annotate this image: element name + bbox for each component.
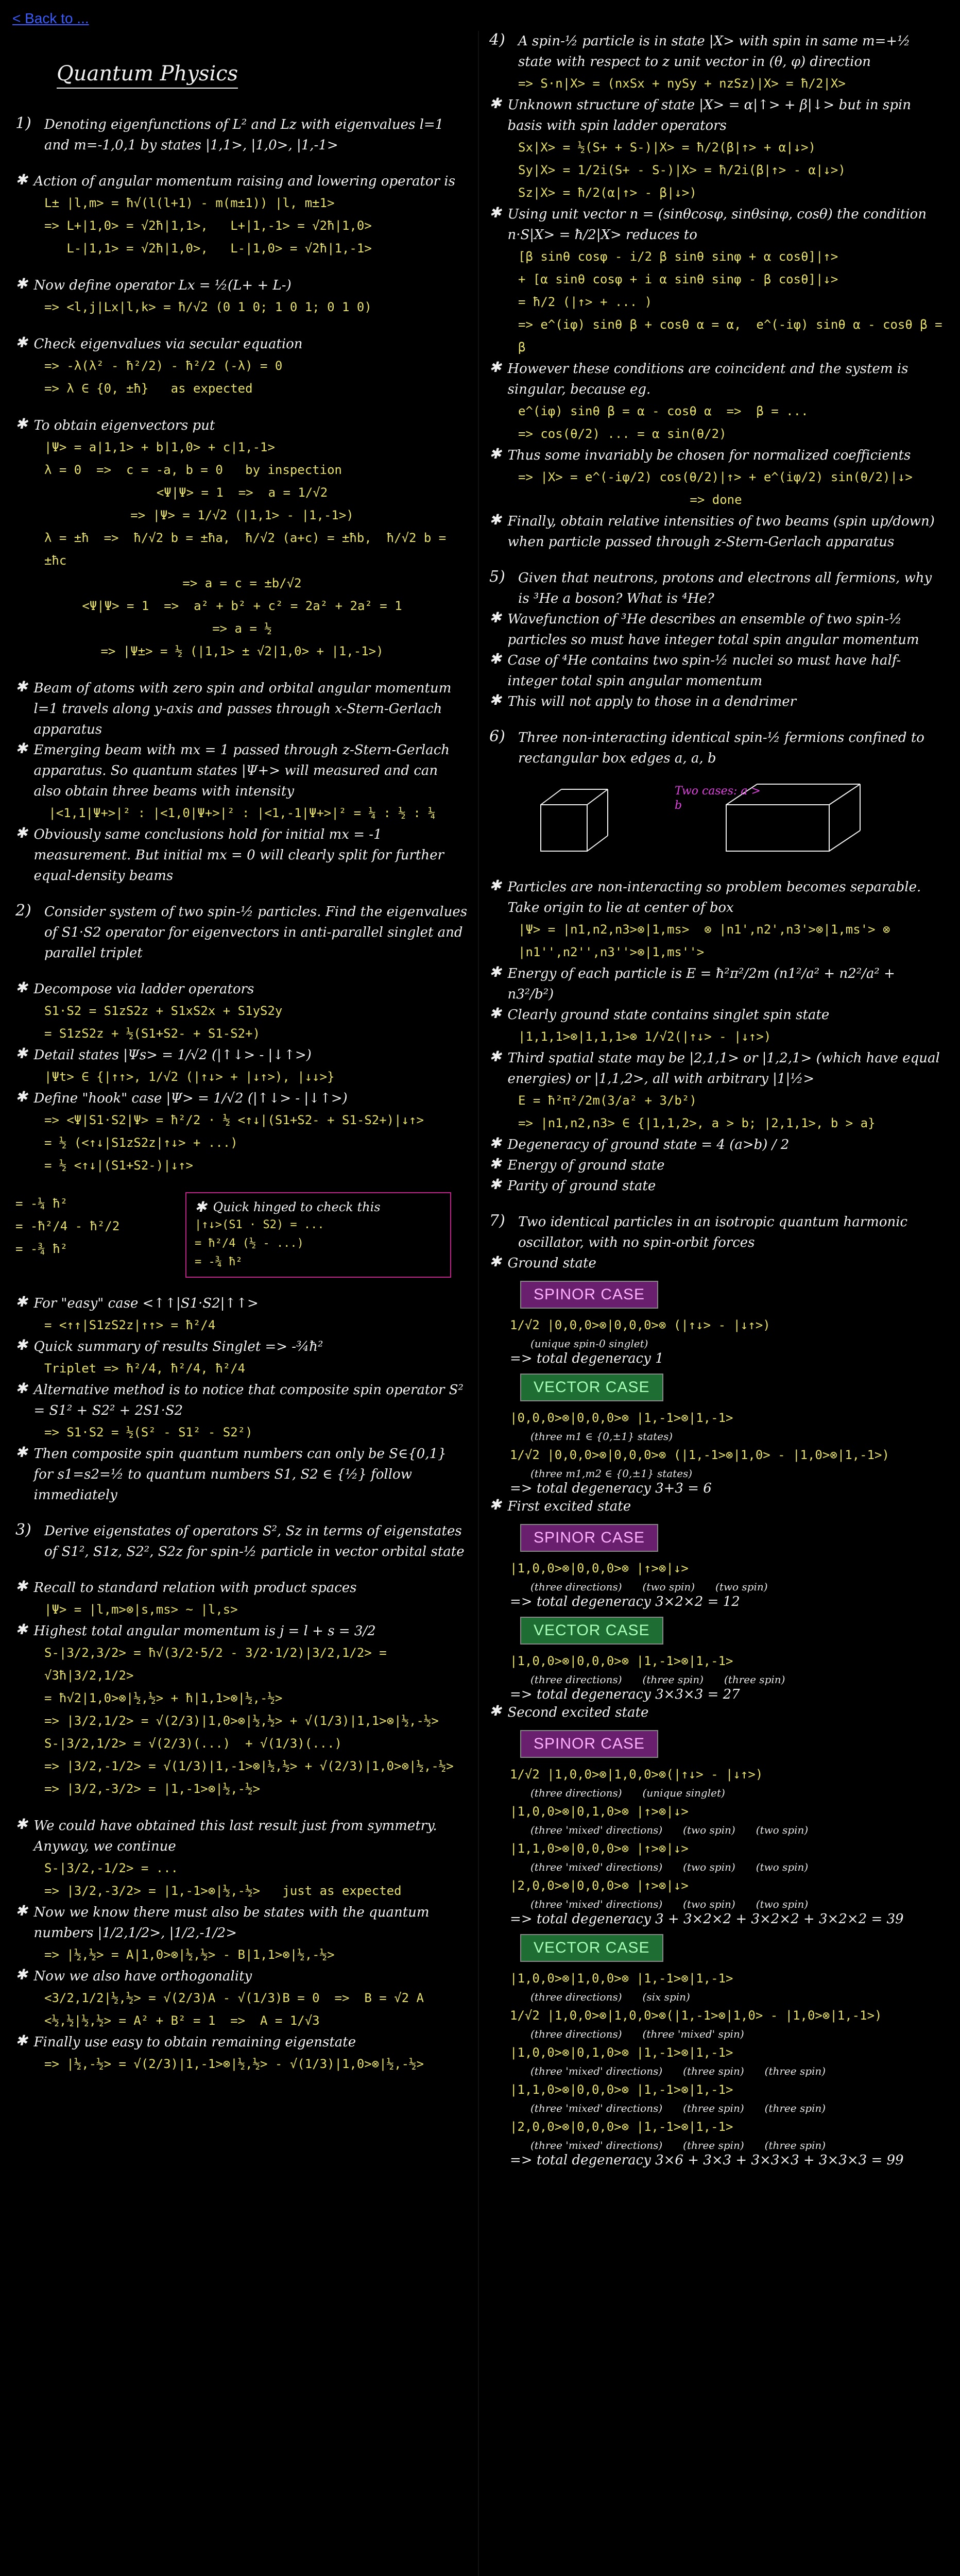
equation: => |½,½> = A|1,0>⊗|½,½> - B|1,1>⊗|½,-½> — [44, 1947, 335, 1962]
state-label: (two spin) — [683, 1861, 735, 1873]
state-labels — [530, 1580, 942, 1594]
equation: |1,0,0>⊗|0,0,0>⊗ |↑>⊗|↓> — [510, 1561, 689, 1575]
equation: 1/√2 |0,0,0>⊗|0,0,0>⊗ (|↑↓> - |↓↑>) — [510, 1318, 770, 1332]
bullet-star-icon: ✱ — [489, 1155, 502, 1172]
equation: Sy|X> = 1/2i(S+ - S-)|X> = ħ/2i(β|↑> - α|↓>) — [518, 163, 846, 177]
bullet-star-icon: ✱ — [15, 740, 28, 757]
state-label: (three spin) — [683, 2102, 744, 2114]
state-labels — [530, 1672, 942, 1687]
equation: => <Ψ|S1·S2|Ψ> = ħ²/2 · ½ <↑↓|(S1+S2- + S1-S2+)|↓↑> — [44, 1113, 424, 1127]
vector-case-badge: VECTOR CASE — [520, 1374, 663, 1401]
equation: => S1·S2 = ½(S² - S1² - S2²) — [44, 1425, 253, 1439]
paragraph: Decompose via ladder operators — [33, 981, 254, 997]
state-label: (two spin) — [756, 1898, 809, 1910]
equation: => done — [690, 493, 742, 507]
equation: |↑↓>(S1 · S2) = ... — [195, 1218, 324, 1231]
state-label: (two spin) — [642, 1581, 695, 1593]
question-number: 1) — [15, 114, 31, 132]
section-heading: First excited state — [507, 1499, 631, 1514]
bullet-star-icon: ✱ — [15, 1045, 28, 1062]
paragraph: Using unit vector n = (sinθcosφ, sinθsinφ, cosθ) the condition n·S|X> = ħ/2|X> reduces to — [507, 207, 927, 243]
question-text: Two identical particles in an isotropic quantum harmonic oscillator, with no spin-orbit forces — [518, 1214, 908, 1250]
equation: |1,0,0>⊗|0,0,0>⊗ |1,-1>⊗|1,-1> — [510, 1654, 733, 1668]
bullet-star-icon: ✱ — [15, 979, 28, 996]
question-number: 5) — [489, 568, 505, 586]
question-4 — [489, 31, 950, 552]
question-number: 2) — [15, 902, 31, 920]
bullet-star-icon: ✱ — [15, 415, 28, 432]
state-label: (unique spin-0 singlet) — [530, 1337, 648, 1350]
equation: [β sinθ cosφ - i/2 β sinθ sinφ + α cosθ]|↑> — [518, 249, 838, 264]
bullet-star-icon: ✱ — [15, 1088, 28, 1105]
paragraph: Unknown structure of state |X> = α|↑> + β|↓> but in spin basis with spin ladder operators — [507, 97, 911, 133]
paragraph: Finally use easy to obtain remaining eigenstate — [33, 2035, 356, 2050]
equation: |2,0,0>⊗|0,0,0>⊗ |1,-1>⊗|1,-1> — [510, 2120, 733, 2134]
bullet-star-icon: ✱ — [15, 1578, 28, 1595]
state-label: (three directions) — [530, 1581, 622, 1593]
equation: = <↑↑|S1zS2z|↑↑> = ħ²/4 — [44, 1318, 216, 1332]
degeneracy-line: => total degeneracy 3×2×2 = 12 — [510, 1594, 740, 1609]
equation: Sx|X> = ½(S+ + S-)|X> = ħ/2(β|↑> + α|↓>) — [518, 140, 816, 155]
equation: 1/√2 |0,0,0>⊗|0,0,0>⊗ (|1,-1>⊗|1,0> - |1,0>⊗|1,-1>) — [510, 1448, 889, 1462]
spinor-case-badge: SPINOR CASE — [520, 1281, 658, 1309]
state-label: (three 'mixed' directions) — [530, 1861, 663, 1873]
paragraph: Degeneracy of ground state = 4 (a>b) / 2 — [507, 1137, 790, 1153]
paragraph: Third spatial state may be |2,1,1> or |1,2,1> (which have equal energies) or |1,1,2>, all with arbitrary |1|½> — [507, 1050, 940, 1087]
state-label: (three spin) — [764, 2065, 826, 2077]
state-label: (three directions) — [530, 2028, 622, 2040]
bullet-star-icon: ✱ — [489, 511, 502, 528]
equation: |0,0,0>⊗|0,0,0>⊗ |1,-1>⊗|1,-1> — [510, 1411, 733, 1425]
equation: => S·n|X> = (nxSx + nySy + nzSz)|X> = ħ/2|X> — [518, 76, 846, 91]
beam-section — [15, 678, 469, 886]
question-6 — [489, 727, 942, 1196]
equation: S-|3/2,1/2> = √(2/3)(...) + √(1/3)(...) — [44, 1736, 342, 1751]
question-7 — [489, 1212, 942, 2168]
equation: => |½,-½> = √(2/3)|1,-1>⊗|½,½> - √(1/3)|1,0>⊗|½,-½> — [44, 2057, 424, 2071]
hook-result-row — [15, 1192, 469, 1278]
degeneracy-line: => total degeneracy 1 — [510, 1351, 664, 1366]
equation: + [α sinθ cosφ + i α sinθ sinφ - β cosθ]|↓> — [518, 272, 838, 286]
section-heading: Second excited state — [507, 1705, 649, 1720]
state-label: (two spin) — [756, 1861, 809, 1873]
vector-case-badge: VECTOR CASE — [520, 1617, 663, 1645]
equation: = -ħ²/4 - ħ²/2 — [15, 1219, 120, 1233]
equation: <Ψ|Ψ> = 1 => a² + b² + c² = 2a² + 2a² = 1 — [82, 599, 402, 613]
bullet-star-icon: ✱ — [15, 1293, 28, 1310]
easy-section — [15, 1293, 469, 1505]
equation: = -¼ ħ² — [15, 1196, 68, 1211]
state-label: (three 'mixed' directions) — [530, 2065, 663, 2077]
ladder-section — [15, 171, 469, 260]
bullet-star-icon: ✱ — [489, 1005, 502, 1022]
equation: => |n1,n2,n3> ∈ {|1,1,2>, a > b; |2,1,1>, b > a} — [518, 1116, 876, 1130]
right-column — [489, 31, 950, 2183]
state-label: (three 'mixed' directions) — [530, 1824, 663, 1836]
equation: => e^(iφ) sinθ β + cosθ α = α, e^(-iφ) sinθ α - cosθ β = β — [518, 317, 950, 354]
state-label: (three spin) — [683, 2139, 744, 2151]
bullet-star-icon: ✱ — [489, 650, 502, 667]
paragraph: Now we also have orthogonality — [33, 1969, 252, 1984]
state-label: (three spin) — [683, 2065, 744, 2077]
state-label: (two spin) — [683, 1898, 735, 1910]
question-text: A spin-½ particle is in state |X> with spin in same m=+½ state with respect to z unit vector in (θ, φ) direction — [518, 33, 911, 70]
question-number: 3) — [15, 1521, 31, 1539]
equation: |Ψ> = a|1,1> + b|1,0> + c|1,-1> — [44, 440, 275, 454]
state-line — [510, 1763, 942, 1911]
equation: => |Ψ±> = ½ (|1,1> ± √2|1,0> + |1,-1>) — [100, 644, 384, 658]
equation: => -λ(λ² - ħ²/2) - ħ²/2 (-λ) = 0 — [44, 359, 283, 373]
paragraph: Check eigenvalues via secular equation — [33, 336, 303, 352]
paragraph: Then composite spin quantum numbers can only be S∈{0,1} for s1=s2=½ to quantum numbers S1, S2 ∈ {½} follow immediately — [33, 1446, 447, 1503]
paragraph: Particles are non-interacting so problem becomes separable. Take origin to lie at center of box — [507, 879, 921, 916]
state-labels — [530, 1336, 942, 1351]
equation: => |3/2,-3/2> = |1,-1>⊗|½,-½> just as expected — [44, 1884, 402, 1898]
paragraph: Now define operator Lx = ½(L+ + L-) — [33, 278, 292, 293]
equation: |Ψ> = |n1,n2,n3>⊗|1,ms> ⊗ |n1',n2',n3'>⊗|1,ms'> ⊗ |n1'',n2'',n3''>⊗|1,ms''> — [518, 922, 898, 959]
equation: 1/√2 |1,0,0>⊗|1,0,0>⊗(|↑↓> - |↓↑>) — [510, 1767, 763, 1782]
state-label: (three spin) — [764, 2139, 826, 2151]
state-line — [510, 1967, 942, 2153]
paragraph: Finally, obtain relative intensities of two beams (spin up/down) when particle passed through z-Stern-Gerlach apparatus — [507, 514, 935, 550]
question-number: 4) — [489, 31, 505, 49]
bullet-star-icon: ✱ — [15, 1380, 28, 1397]
equation: Sz|X> = ħ/2(α|↑> - β|↓>) — [518, 185, 697, 200]
bullet-star-icon: ✱ — [15, 171, 28, 188]
eigvec-section — [15, 415, 469, 663]
equation: => cos(θ/2) ... = α sin(θ/2) — [518, 427, 727, 441]
paragraph: Wavefunction of ³He describes an ensemble of two spin-½ particles so must have integer total spin angular momentum — [507, 612, 919, 648]
equation: L± |l,m> = ħ√(l(l+1) - m(m±1)) |l, m±1> — [44, 196, 335, 210]
paragraph: Beam of atoms with zero spin and orbital angular momentum l=1 travels along y-axis and passes through x-Stern-Gerlach apparatus — [33, 681, 452, 737]
state-label: (two spin) — [756, 1824, 809, 1836]
paragraph: Alternative method is to notice that composite spin operator S² = S1² + S2² + 2S1·S2 — [33, 1382, 464, 1418]
secular-section — [15, 334, 469, 400]
recall-section — [15, 1578, 469, 1800]
paragraph: Recall to standard relation with product spaces — [33, 1580, 357, 1596]
equation: |1,1,0>⊗|0,0,0>⊗ |↑>⊗|↓> — [510, 1841, 689, 1856]
state-label: (three m1,m2 ∈ {0,±1} states) — [530, 1467, 693, 1480]
bullet-star-icon: ✱ — [489, 1176, 502, 1193]
degeneracy-line: => total degeneracy 3+3 = 6 — [510, 1481, 712, 1496]
bullet-star-icon: ✱ — [15, 1621, 28, 1638]
state-labels — [530, 2064, 942, 2078]
state-line — [510, 1557, 942, 1594]
equation: S-|3/2,3/2> = ħ√(3/2·5/2 - 3/2·1/2)|3/2,1/2> = √3ħ|3/2,1/2> — [44, 1646, 395, 1683]
bullet-star-icon: ✱ — [489, 1253, 502, 1270]
paragraph: To obtain eigenvectors put — [33, 418, 215, 433]
paragraph: Quick summary of results Singlet => -¾ħ² — [33, 1339, 323, 1354]
equation: <3/2,1/2|½,½> = √(2/3)A - √(1/3)B = 0 => B = √2 A — [44, 1991, 424, 2005]
equation: e^(iφ) sinθ β = α - cosθ α => β = ... — [518, 404, 809, 418]
state-label: (two spin) — [715, 1581, 768, 1593]
equation: => |3/2,1/2> = √(2/3)|1,0>⊗|½,½> + √(1/3)|1,1>⊗|½,-½> — [44, 1714, 439, 1728]
bullet-star-icon: ✱ — [15, 1902, 28, 1919]
callout-box — [185, 1192, 451, 1278]
bullet-star-icon: ✱ — [489, 877, 502, 894]
state-label: (two spin) — [683, 1824, 735, 1836]
equation: = -¾ ħ² — [195, 1256, 243, 1268]
matrix-equation: => <l,j|Lx|l,k> = ħ/√2 (0 1 0; 1 0 1; 0 1 0) — [44, 300, 372, 314]
question-text: Derive eigenstates of operators S², Sz in terms of eigenstates of S1², S1z, S2², S2z for spin-½ particle in vector orbital state — [44, 1523, 465, 1560]
paragraph: Parity of ground state — [507, 1178, 656, 1194]
state-labels — [530, 2138, 942, 2153]
define-section — [15, 275, 469, 318]
bullet-star-icon: ✱ — [15, 1444, 28, 1461]
equation: = S1zS2z + ½(S1+S2- + S1-S2+) — [44, 1026, 261, 1041]
state-label: (three spin) — [764, 2102, 826, 2114]
bullet-star-icon: ✱ — [15, 678, 28, 695]
state-labels — [530, 1786, 942, 1800]
bullet-star-icon: ✱ — [489, 445, 502, 462]
equation: S1·S2 = S1zS2z + S1xS2x + S1yS2y — [44, 1004, 283, 1018]
state-label: (three directions) — [530, 1991, 622, 2003]
bullet-star-icon: ✱ — [15, 275, 28, 292]
bullet-star-icon: ✱ — [489, 1134, 502, 1151]
equation: => |Ψ> = 1/√2 (|1,1> - |1,-1>) — [130, 508, 354, 522]
state-label: (three m1 ∈ {0,±1} states) — [530, 1430, 673, 1443]
equation: |1,0,0>⊗|1,0,0>⊗ |1,-1>⊗|1,-1> — [510, 1971, 733, 1986]
state-labels — [530, 1429, 942, 1444]
paragraph: However these conditions are coincident and the system is singular, because eg. — [507, 361, 908, 397]
spinor-case-badge: SPINOR CASE — [520, 1730, 658, 1758]
left-column — [15, 31, 469, 2091]
state-labels — [530, 1990, 942, 2004]
bullet-star-icon: ✱ — [15, 1966, 28, 1983]
paragraph: We could have obtained this last result just from symmetry. Anyway, we continue — [33, 1818, 437, 1854]
equation: |1,0,0>⊗|0,1,0>⊗ |↑>⊗|↓> — [510, 1804, 689, 1819]
state-label: (three 'mixed' directions) — [530, 2102, 663, 2114]
state-label: (three directions) — [530, 1673, 622, 1686]
paragraph: Obviously same conclusions hold for initial mx = -1 measurement. But initial mx = 0 will clearly split for further equal-density beams — [33, 827, 444, 884]
could-section — [15, 1816, 469, 2075]
question-text: Three non-interacting identical spin-½ fermions confined to rectangular box edges a, a, b — [518, 730, 924, 766]
state-label: (three spin) — [642, 1673, 704, 1686]
decompose-section — [15, 979, 469, 1177]
state-line — [510, 1314, 942, 1351]
bullet-star-icon: ✱ — [489, 1702, 502, 1719]
paragraph: Now we know there must also be states with the quantum numbers |1/2,1/2>, |1/2,-1/2> — [33, 1905, 430, 1941]
paragraph: Thus some invariably be chosen for normalized coefficients — [507, 448, 911, 463]
degeneracy-line: => total degeneracy 3×3×3 = 27 — [510, 1687, 740, 1702]
back-link[interactable]: < Back to ... — [12, 10, 89, 26]
equation: S-|3/2,-1/2> = ... — [44, 1861, 179, 1875]
equation: => a = c = ±b/√2 — [182, 576, 302, 590]
equation: |Ψt> ∈ {|↑↑>, 1/√2 (|↑↓> + |↓↑>), |↓↓>} — [44, 1070, 335, 1084]
page-title: Quantum Physics — [57, 62, 238, 89]
figure-note: Two cases: a > b — [675, 785, 761, 812]
equation: Triplet => ħ²/4, ħ²/4, ħ²/4 — [44, 1361, 246, 1376]
equation: |1,1,1>⊗|1,1,1>⊗ 1/√2(|↑↓> - |↓↑>) — [518, 1029, 772, 1044]
bullet-star-icon: ✱ — [489, 609, 502, 626]
state-labels — [530, 2101, 942, 2115]
callout-text: Quick hinged to check this — [213, 1200, 381, 1214]
question-text: Given that neutrons, protons and electrons all fermions, why is ³He a boson? What is ⁴He? — [518, 570, 932, 606]
equation: => L+|1,0> = √2ħ|1,1>, L+|1,-1> = √2ħ|1,0> — [44, 218, 372, 233]
state-labels — [530, 2027, 942, 2041]
bullet-star-icon: ✱ — [15, 1336, 28, 1353]
equation: 1/√2 |1,0,0>⊗|1,0,0>⊗(|1,-1>⊗|1,0> - |1,0>⊗|1,-1>) — [510, 2008, 882, 2023]
equation: = ħ/2 (|↑> + ... ) — [518, 295, 653, 309]
bullet-star-icon: ✱ — [15, 2032, 28, 2049]
state-labels — [530, 1823, 942, 1837]
equation: L-|1,1> = √2ħ|1,0>, L-|1,0> = √2ħ|1,-1> — [44, 241, 372, 256]
question-2 — [15, 902, 469, 963]
degeneracy-line: => total degeneracy 3×6 + 3×3 + 3×3×3 + 3×3×3 = 99 — [510, 2153, 904, 2168]
equation: <Ψ|Ψ> = 1 => a = 1/√2 — [156, 485, 328, 500]
equation: = ½ <↑↓|(S1+S2-)|↓↑> — [44, 1158, 193, 1173]
equation: E = ħ²π²/2m(3/a² + 3/b²) — [518, 1093, 697, 1108]
bullet-star-icon: ✱ — [489, 1048, 502, 1065]
question-1 — [15, 114, 469, 156]
equation: |1,0,0>⊗|0,1,0>⊗ |1,-1>⊗|1,-1> — [510, 2045, 733, 2060]
equation: => |3/2,-1/2> = √(1/3)|1,-1>⊗|½,½> + √(2/3)|1,0>⊗|½,-½> — [44, 1759, 454, 1773]
state-labels — [530, 1897, 942, 1911]
question-number: 6) — [489, 727, 505, 745]
paragraph: Case of ⁴He contains two spin-½ nuclei so must have half-integer total spin angular momentum — [507, 653, 901, 689]
paragraph: Highest total angular momentum is j = l + s = 3/2 — [33, 1623, 376, 1639]
bullet-star-icon: ✱ — [15, 1816, 28, 1833]
question-3 — [15, 1521, 469, 1562]
state-label: (three directions) — [530, 1787, 622, 1799]
paragraph: Energy of ground state — [507, 1158, 665, 1173]
equation: λ = ±ħ => ħ/√2 b = ±ħa, ħ/√2 (a+c) = ±ħb, ħ/√2 b = ±ħc — [44, 531, 454, 568]
paragraph: This will not apply to those in a dendrimer — [507, 694, 797, 709]
state-label: (three spin) — [724, 1673, 785, 1686]
bullet-star-icon: ✱ — [489, 359, 502, 376]
state-labels — [530, 1860, 942, 1874]
spinor-case-badge: SPINOR CASE — [520, 1524, 658, 1552]
bullet-star-icon: ✱ — [195, 1198, 207, 1215]
bullet-star-icon: ✱ — [489, 963, 502, 980]
section-heading: Ground state — [507, 1256, 596, 1271]
state-line — [510, 1406, 942, 1481]
state-label: (unique singlet) — [642, 1787, 725, 1799]
equation: λ = 0 => c = -a, b = 0 by inspection — [44, 463, 342, 477]
column-divider — [478, 31, 479, 2576]
equation: |Ψ> = |l,m>⊗|s,ms> ~ |l,s> — [44, 1602, 238, 1617]
box-figure — [520, 774, 942, 867]
paragraph: Energy of each particle is E = ħ²π²/2m (n1²/a² + n2²/a² + n3²/b²) — [507, 966, 895, 1002]
bullet-star-icon: ✱ — [489, 691, 502, 708]
degeneracy-line: => total degeneracy 3 + 3×2×2 + 3×2×2 + 3×2×2 = 39 — [510, 1911, 904, 1927]
bullet-star-icon: ✱ — [15, 824, 28, 841]
bullet-star-icon: ✱ — [15, 334, 28, 351]
bullet-star-icon: ✱ — [489, 1496, 502, 1513]
question-5 — [489, 568, 942, 712]
paragraph: Action of angular momentum raising and lowering operator is — [33, 174, 455, 189]
state-label: (three 'mixed' directions) — [530, 2139, 663, 2151]
question-number: 7) — [489, 1212, 505, 1230]
equation: = ħ²/4 (½ - ...) — [195, 1237, 304, 1250]
state-label: (three 'mixed' directions) — [530, 1898, 663, 1910]
equation: => |3/2,-3/2> = |1,-1>⊗|½,-½> — [44, 1782, 261, 1796]
state-line — [510, 1650, 942, 1687]
bullet-star-icon: ✱ — [489, 204, 502, 221]
state-label: (three 'mixed' spin) — [642, 2028, 744, 2040]
equation: |2,0,0>⊗|0,0,0>⊗ |↑>⊗|↓> — [510, 1878, 689, 1893]
question-text: Consider system of two spin-½ particles. Find the eigenvalues of S1·S2 operator for eigenvectors in anti-parallel singlet and parallel triplet — [44, 904, 468, 961]
equation: => a = ½ — [212, 621, 272, 636]
equation: |1,1,0>⊗|0,0,0>⊗ |1,-1>⊗|1,-1> — [510, 2082, 733, 2097]
paragraph: Clearly ground state contains singlet spin state — [507, 1007, 830, 1023]
equation: <½,½|½,½> = A² + B² = 1 => A = 1/√3 — [44, 2013, 320, 2028]
equation: => λ ∈ {0, ±ħ} as expected — [44, 381, 253, 396]
equation: = ½ (<↑↓|S1zS2z|↑↓> + ...) — [44, 1136, 238, 1150]
question-text: Denoting eigenfunctions of L² and Lz with eigenvalues l=1 and m=-1,0,1 by states |1,1>, |1,0>, |1,-1> — [44, 117, 444, 153]
equation: = ħ√2|1,0>⊗|½,½> + ħ|1,1>⊗|½,-½> — [44, 1691, 283, 1705]
paragraph: Define "hook" case |Ψ> = 1/√2 (|↑↓> - |↓↑>) — [33, 1091, 348, 1106]
equation: => |X> = e^(-iφ/2) cos(θ/2)|↑> + e^(iφ/2) sin(θ/2)|↓> — [518, 470, 913, 484]
state-label: (six spin) — [642, 1991, 690, 2003]
paragraph: Detail states |Ψs> = 1/√2 (|↑↓> - |↓↑>) — [33, 1047, 312, 1063]
vector-case-badge: VECTOR CASE — [520, 1934, 663, 1962]
state-labels — [530, 1466, 942, 1481]
equation: |<1,1|Ψ+>|² : |<1,0|Ψ+>|² : |<1,-1|Ψ+>|² = ¼ : ½ : ¼ — [48, 806, 436, 820]
equation: = -¾ ħ² — [15, 1242, 68, 1256]
paragraph: For "easy" case <↑↑|S1·S2|↑↑> — [33, 1296, 259, 1311]
bullet-star-icon: ✱ — [489, 95, 502, 112]
paragraph: Emerging beam with mx = 1 passed through z-Stern-Gerlach apparatus. So quantum states |Ψ+> will measured and can also obtain three beams with intensity — [33, 742, 450, 799]
